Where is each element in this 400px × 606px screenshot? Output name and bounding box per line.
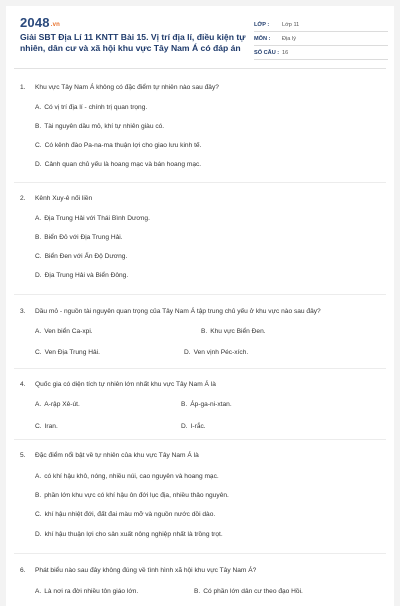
- meta-key: SỐ CÂU :: [254, 49, 280, 56]
- option-label: A.: [35, 104, 42, 111]
- option-text: Biển Đen với Ấn Độ Dương.: [44, 253, 128, 260]
- document-title: Giải SBT Địa Lí 11 KNTT Bài 15. Vị trí địa lí, điều kiện tự nhiên, dân cư và xã hội khu vực Tây Nam Á có đáp án: [20, 32, 246, 53]
- option-text: Tài nguyên dầu mỏ, khí tự nhiên giàu có.: [44, 123, 165, 130]
- question-number: 2.: [20, 195, 26, 202]
- option-label: D.: [35, 272, 42, 279]
- option-label: B.: [35, 123, 42, 130]
- option-label: C.: [35, 349, 42, 356]
- option-b[interactable]: [201, 327, 266, 336]
- question-2: [20, 194, 382, 279]
- question-text: Quốc gia có diện tích tự nhiên lớn nhất khu vực Tây Nam Á là: [35, 381, 216, 388]
- meta-key: MÔN :: [254, 35, 271, 42]
- option-label: D.: [184, 349, 191, 356]
- option-text: khí hậu thuận lợi cho sản xuất nông nghiệp nhất là trồng trọt.: [44, 531, 223, 538]
- logo-text: 2048: [20, 15, 50, 30]
- option-label: D.: [181, 423, 188, 430]
- option-text: A-rập Xê-út.: [44, 401, 80, 408]
- question-divider: [14, 182, 386, 183]
- meta-value: Lớp 11: [282, 21, 300, 28]
- option-a[interactable]: [35, 327, 93, 336]
- option-label: B.: [194, 588, 201, 595]
- question-divider: [14, 368, 386, 369]
- option-label: B.: [181, 401, 188, 408]
- option-a[interactable]: [35, 587, 138, 596]
- option-text: khí hậu nhiệt đới, đất đai màu mỡ và nguồn nước dồi dào.: [44, 511, 216, 518]
- option-label: C.: [35, 253, 42, 260]
- option-label: C.: [35, 142, 42, 149]
- option-text: Ven biển Ca-xpi.: [44, 328, 93, 335]
- meta-row-count: [254, 46, 388, 60]
- option-label: D.: [35, 531, 42, 538]
- option-text: Địa Trung Hải và Biển Đông.: [44, 272, 129, 279]
- question-stem: [20, 380, 382, 390]
- option-b[interactable]: [181, 400, 232, 409]
- option-a[interactable]: [35, 472, 219, 481]
- option-c[interactable]: [35, 252, 127, 261]
- option-text: Có kênh đào Pa-na-ma thuận lợi cho giao lưu kinh tế.: [44, 142, 202, 149]
- question-4: [20, 380, 382, 430]
- option-b[interactable]: [35, 233, 123, 242]
- question-number: 6.: [20, 567, 26, 574]
- question-text: Phát biểu nào sau đây không đúng về tình hình xã hội khu vực Tây Nam Á?: [35, 567, 257, 574]
- option-d[interactable]: [184, 348, 248, 357]
- question-stem: [20, 566, 382, 576]
- question-number: 4.: [20, 381, 26, 388]
- option-text: Iran.: [44, 423, 58, 430]
- option-text: Khu vực Biển Đen.: [210, 328, 266, 335]
- meta-info: [254, 18, 388, 60]
- option-text: Là nơi ra đời nhiều tôn giáo lớn.: [44, 588, 139, 595]
- question-text: Khu vực Tây Nam Á không có đặc điểm tự nhiên nào sau đây?: [35, 84, 219, 91]
- option-d[interactable]: [35, 160, 201, 169]
- option-text: Địa Trung Hải với Thái Bình Dương.: [44, 215, 150, 222]
- option-c[interactable]: [35, 422, 58, 431]
- question-number: 3.: [20, 308, 26, 315]
- question-divider: [14, 294, 386, 295]
- option-d[interactable]: [35, 271, 128, 280]
- option-text: có khí hậu khô, nóng, nhiều núi, cao nguyên và hoang mạc.: [44, 473, 219, 480]
- logo-suffix: .vn: [50, 22, 61, 28]
- option-label: B.: [35, 492, 42, 499]
- option-a[interactable]: [35, 103, 147, 112]
- option-text: Ven Địa Trung Hải.: [44, 349, 100, 356]
- option-label: A.: [35, 328, 42, 335]
- option-label: B.: [35, 234, 42, 241]
- question-divider: [14, 439, 386, 440]
- option-c[interactable]: [35, 510, 215, 519]
- option-label: C.: [35, 511, 42, 518]
- option-text: Có vị trí địa lí - chính trị quan trọng.: [44, 104, 148, 111]
- meta-value: 16: [282, 49, 289, 56]
- option-text: phần lớn khu vực có khí hậu ôn đới lục địa, nhiều thảo nguyên.: [44, 492, 229, 499]
- option-label: A.: [35, 215, 42, 222]
- option-text: Ven vịnh Péc-xích.: [193, 349, 249, 356]
- question-number: 1.: [20, 84, 26, 91]
- option-a[interactable]: [35, 214, 150, 223]
- question-3: [20, 307, 382, 356]
- meta-value: Địa lý: [282, 35, 296, 42]
- option-d[interactable]: [35, 530, 223, 539]
- question-divider: [14, 553, 386, 554]
- question-stem: [20, 307, 382, 317]
- question-1: [20, 83, 382, 168]
- question-text: Kênh Xuy-ê nối liền: [35, 195, 93, 202]
- option-text: Có phần lớn dân cư theo đạo Hồi.: [203, 588, 303, 595]
- option-label: C.: [35, 423, 42, 430]
- header-divider: [14, 68, 386, 69]
- option-text: Biển Đỏ với Địa Trung Hải.: [44, 234, 123, 241]
- document-page: [6, 6, 394, 606]
- option-b[interactable]: [35, 122, 164, 131]
- option-text: Cảnh quan chủ yếu là hoang mạc và bán hoang mạc.: [44, 161, 202, 168]
- question-stem: [20, 194, 382, 204]
- question-stem: [20, 83, 382, 93]
- question-text: Đặc điểm nổi bật về tự nhiên của khu vực Tây Nam Á là: [35, 452, 199, 459]
- option-text: Áp-ga-ni-xtan.: [190, 401, 232, 408]
- option-text: I-rắc.: [190, 423, 206, 430]
- option-b[interactable]: [35, 491, 229, 500]
- meta-row-subject: [254, 32, 388, 46]
- question-text: Dầu mỏ - nguồn tài nguyên quan trọng của Tây Nam Á tập trung chủ yếu ở khu vực nào sau đây?: [35, 308, 321, 315]
- option-label: D.: [35, 161, 42, 168]
- option-a[interactable]: [35, 400, 80, 409]
- meta-row-class: [254, 18, 388, 32]
- option-label: A.: [35, 401, 42, 408]
- question-number: 5.: [20, 452, 26, 459]
- question-stem: [20, 451, 382, 461]
- question-6: [20, 566, 382, 595]
- question-5: [20, 451, 382, 538]
- option-label: A.: [35, 588, 42, 595]
- option-c[interactable]: [35, 141, 201, 150]
- option-label: A.: [35, 473, 42, 480]
- option-label: B.: [201, 328, 208, 335]
- site-logo[interactable]: [20, 15, 60, 30]
- option-d[interactable]: [181, 422, 206, 431]
- option-c[interactable]: [35, 348, 100, 357]
- option-b[interactable]: [194, 587, 303, 596]
- meta-key: LỚP :: [254, 21, 270, 28]
